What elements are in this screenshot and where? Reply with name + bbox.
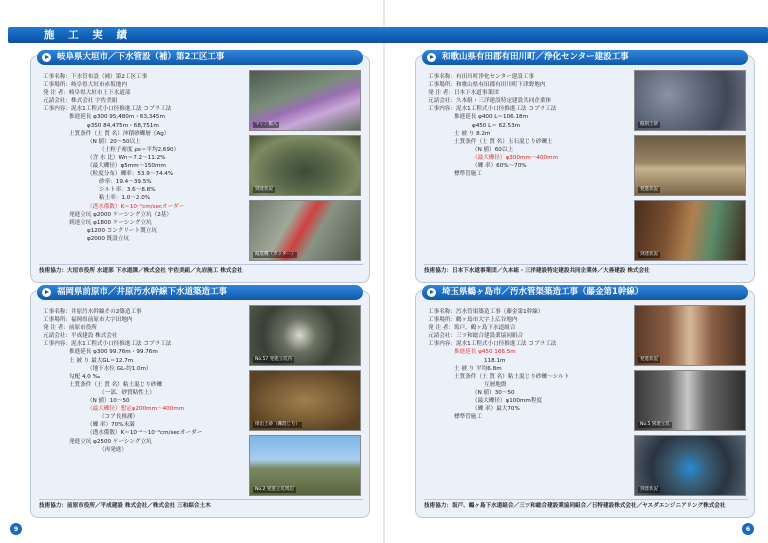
project-title: 福岡県前原市／井原汚水幹線下水道築造工事	[57, 287, 228, 297]
detail-line: 土 被 り 8.2m	[454, 130, 491, 137]
detail-line: 発 注 者：坂戸、鶴ヶ島下水道組合	[428, 325, 516, 332]
project-details	[43, 308, 238, 498]
credits: 技術協力：大垣市役所 水道部 下水道課／株式会社 宇佐美組／丸岩施工 株式会社	[39, 264, 363, 276]
detail-line: φ2000 既設立坑	[87, 235, 130, 242]
project-panel-maebaru	[30, 287, 370, 518]
detail-line: 土質条件（土 質 名）玉石混じり砂礫土	[454, 138, 553, 145]
detail-line: 土質条件（土 質 名）粘土混じり砂礫〜シルト	[454, 373, 570, 380]
project-panel-wakayama	[415, 52, 755, 283]
credits: 技術協力：日本下水道事業団／久本組・三洋建設特定建設共同企業体／大善建設 株式会社	[424, 264, 748, 276]
detail-line: 土質条件（土 質 名）粘土混じり砂礫	[69, 381, 163, 388]
detail-line: 推進延長 φ400 L＝106.18m	[454, 114, 529, 121]
detail-line: （N 値）20〜50以上	[87, 138, 141, 145]
project-header	[37, 285, 363, 300]
project-title: 和歌山県有田郡有田川町／浄化センター建設工事	[442, 52, 629, 62]
detail-line: （一部、砂質粘性土）	[99, 389, 155, 396]
site-photo	[249, 70, 361, 131]
site-photo	[634, 70, 746, 131]
credits: 技術協力：坂戸、鶴ヶ島下水道組合／三ツ和総合建設業協同組合／日特建設株式会社／ヤスダエンジニアリング株式会社	[424, 499, 748, 511]
detail-line-highlight: （透水係数）K＝10⁻¹cm/secオーダー	[87, 203, 185, 210]
detail-line: （再発進）	[99, 446, 127, 453]
detail-line: 工事場所：鶴ヶ島市大字上広谷地内	[428, 317, 518, 324]
detail-line: 元請会社：株式会社 宇佐美組	[43, 98, 118, 105]
detail-line: 工事場所：福岡県前原市大字田地内	[43, 317, 133, 324]
project-title: 岐阜県大垣市／下水管設（補）第2工区工事	[57, 52, 225, 62]
site-photo	[249, 435, 361, 496]
detail-line: （含 水 比）Wn＝7.2〜11.2%	[87, 154, 166, 161]
site-photo	[634, 435, 746, 496]
detail-line: （透水係数）K＝10⁻²〜10⁻³cm/secオーダー	[87, 430, 203, 437]
photo-caption: 到達状況	[640, 252, 658, 257]
photo-column	[249, 305, 361, 497]
detail-line: （礫 率）最大70%	[472, 406, 520, 413]
detail-line: 発 注 者：岐阜県大垣市上下水道部	[43, 90, 131, 97]
detail-line: （N 値）60以上	[472, 146, 514, 153]
detail-line: （最大礫径）φ100mm程度	[472, 398, 543, 405]
photo-caption: 発進状況	[640, 187, 658, 192]
detail-line: 互層地盤	[484, 381, 507, 388]
section-title: 施 工 実 績	[44, 29, 132, 41]
detail-line: 工事内容：泥水1工程式小口径推進工法 コブラ工法	[428, 106, 557, 113]
detail-line: 発 注 者：日本下水道事業団	[428, 90, 499, 97]
detail-line: 土 被 り 最大GL＝12.7m	[69, 357, 134, 364]
project-details	[43, 73, 238, 263]
photo-column	[634, 305, 746, 497]
project-panel-tsurugashima	[415, 287, 755, 518]
detail-line: 発 注 者：前原市役所	[43, 325, 97, 332]
detail-line: 元請会社：久本組・三洋建設特定建設共同企業体	[428, 98, 552, 105]
photo-column	[249, 70, 361, 262]
detail-line: 勾配 4.0 ‰	[69, 373, 101, 380]
photo-caption: マシン搬入	[255, 122, 278, 127]
photo-caption: 到達状況	[640, 487, 658, 492]
detail-line: 元請会社：三ツ和総合建設業協同組合	[428, 333, 524, 340]
detail-line-highlight: （最大礫径）φ300mm〜400mm	[472, 154, 558, 161]
page-number-left: 9	[10, 523, 22, 535]
photo-caption: 排出土砂（礫混じり）	[255, 422, 300, 427]
detail-line: φ350 84,475m・68,751m	[87, 122, 159, 129]
project-header	[422, 50, 748, 65]
site-photo	[249, 370, 361, 431]
detail-line: 工事内容：泥水1工程式小口径推進工法 コブラ工法	[428, 341, 557, 348]
detail-line: 標準管施工	[454, 171, 482, 178]
play-bullet-icon	[427, 53, 436, 62]
detail-line: 工事名称：下水管布設（補）第2工区工事	[43, 74, 148, 80]
detail-line: φ1200 コンクリート製立坑	[87, 227, 157, 234]
detail-line: 発進立坑 φ2000 ケーシング立坑（2基）	[69, 211, 172, 218]
photo-column	[634, 70, 746, 262]
site-photo	[249, 135, 361, 196]
photo-caption: 発進状況	[640, 357, 658, 362]
play-bullet-icon	[42, 288, 51, 297]
site-photo	[634, 370, 746, 431]
detail-line: 到達立坑 φ1800 ケーシング立坑	[69, 219, 152, 226]
detail-line: 工事場所：岐阜県大垣市赤坂地内	[43, 82, 127, 89]
site-photo	[634, 305, 746, 366]
detail-line: 元請会社：平成建設 株式会社	[43, 333, 118, 340]
detail-line: 推進延長 φ300 99.76m・99.76m	[69, 349, 158, 356]
detail-line: 工事場所：和歌山県有田郡有田川町下津野地内	[428, 82, 546, 89]
detail-line: 土 被 り 平均6.8m	[454, 365, 502, 372]
project-details	[428, 308, 623, 498]
detail-line-highlight: 推進延長 φ450 166.5m	[454, 349, 516, 356]
site-photo	[249, 305, 361, 366]
site-photo	[634, 200, 746, 261]
project-header	[37, 50, 363, 65]
play-bullet-icon	[427, 288, 436, 297]
detail-line: （礫 率）60%〜70%	[472, 163, 527, 170]
detail-line: 推進延長 φ300 95,480m・63,345m	[69, 114, 165, 121]
detail-line: （N 値）30〜50	[472, 389, 515, 396]
page-number-right: 6	[742, 523, 754, 535]
project-details	[428, 73, 623, 263]
detail-line: シルト率：3.6〜8.8%	[99, 187, 156, 194]
site-photo	[634, 135, 746, 196]
photo-caption: No.2 発進立坑周辺	[255, 487, 294, 492]
spread-gutter	[383, 0, 385, 543]
detail-line-highlight: （最大礫径）想定φ200mm〜400mm	[87, 406, 185, 413]
project-header	[422, 285, 748, 300]
detail-line: 発進立坑 φ2500 ケーシング立坑	[69, 438, 152, 445]
detail-line: 砂率：19.4〜39.5%	[99, 179, 152, 186]
detail-line: 工事内容：泥水1工程式小口径推進工法 コブラ工法	[43, 341, 172, 348]
project-title: 埼玉県鶴ヶ島市／汚水管渠築造工事（藤金第1幹線）	[442, 287, 644, 297]
detail-line: （コア長推測）	[99, 414, 139, 421]
credits: 技術協力：前原市役所／平成建設 株式会社／株式会社 三和綜合土木	[39, 499, 363, 511]
photo-caption: 掘進機（カッター）	[255, 252, 296, 257]
play-bullet-icon	[42, 53, 51, 62]
detail-line: （最大礫径）φ5mm〜150mm	[87, 163, 166, 170]
detail-line: （礫 率）70%未満	[87, 422, 135, 429]
detail-line: 粘土率：1.0〜2.0%	[99, 195, 151, 202]
section-title-bar	[8, 27, 768, 43]
project-panel-ogaki	[30, 52, 370, 283]
detail-line: φ450 L＝ 62.53m	[472, 122, 521, 129]
photo-caption: No.57 発進立坑内	[255, 357, 293, 362]
detail-line: 土質条件（土 質 名）沖積砂礫層（Ag）	[69, 130, 170, 137]
detail-line: （N 値）10〜50	[87, 398, 130, 405]
detail-line: 標準管施工	[454, 414, 482, 421]
photo-caption: 到達状況	[255, 187, 273, 192]
photo-caption: No.5 到達立坑	[640, 422, 670, 427]
detail-line: 工事名称：汚水管渠築造工事（藤金第1幹線）	[428, 309, 544, 315]
site-photo	[249, 200, 361, 261]
detail-line: （土粒子密度 ρs＝平均2,690）	[99, 146, 180, 153]
detail-line: （地下水位 GL-約1.0m）	[87, 365, 152, 372]
detail-line: 工事内容：泥水1工程式小口径推進工法 コブラ工法	[43, 106, 172, 113]
detail-line: 工事名称：有田川町浄化センター建設工事	[428, 74, 535, 80]
detail-line: 工事名称：井原汚水幹線その2築造工事	[43, 309, 142, 315]
detail-line: 118.1m	[484, 357, 506, 364]
detail-line: （粒度分布）礫率：53.9〜74.4%	[87, 171, 174, 178]
photo-caption: 掘削土砂	[640, 122, 658, 127]
